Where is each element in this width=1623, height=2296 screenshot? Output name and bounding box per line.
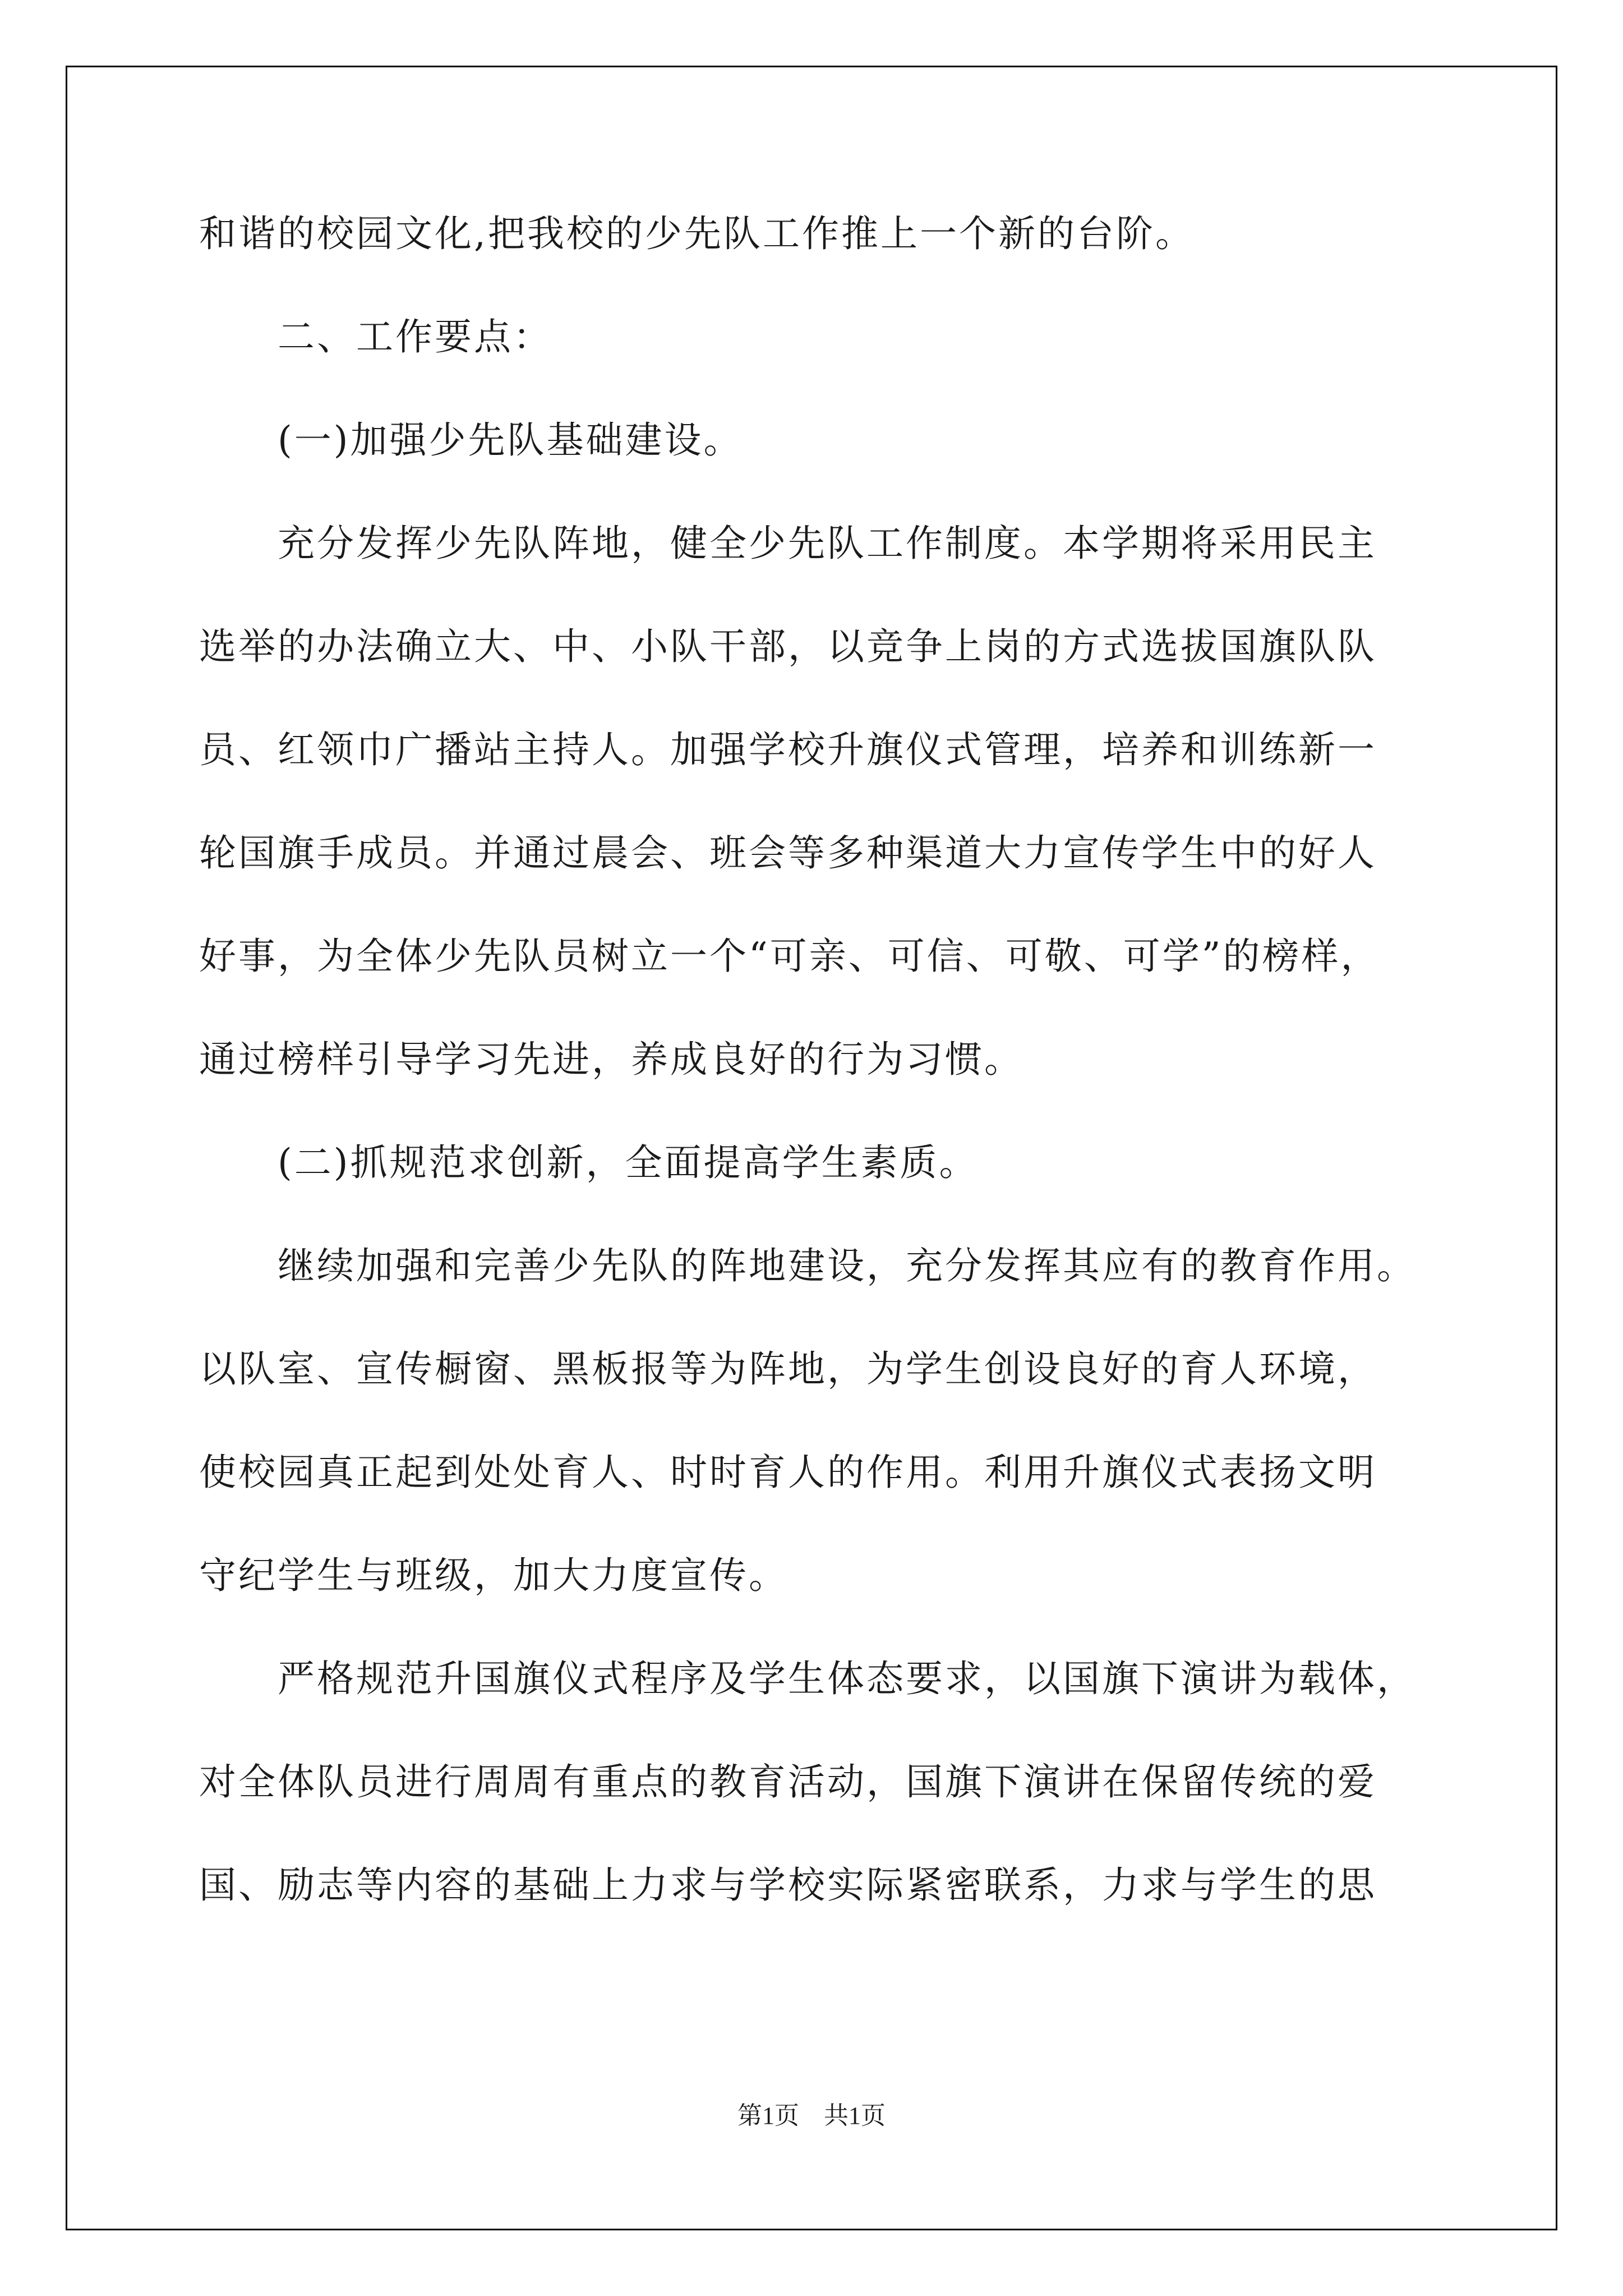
text-line: 轮国旗手成员。并通过晨会、班会等多种渠道大力宣传学生中的好人 (199, 831, 1377, 875)
text-line: 好事，为全体少先队员树立一个“可亲、可信、可敬、可学”的榜样， (199, 935, 1380, 978)
text-line: 选举的办法确立大、中、小队干部，以竞争上岗的方式选拔国旗队队 (199, 625, 1377, 668)
text-line: 通过榜样引导学习先进，养成良好的行为习惯。 (199, 1038, 1023, 1081)
text-line: 以队室、宣传橱窗、黑板报等为阵地，为学生创设良好的育人环境， (199, 1347, 1377, 1391)
text-line: (二)抓规范求创新，全面提高学生素质。 (199, 1141, 979, 1184)
text-line: 守纪学生与班级，加大力度宣传。 (199, 1554, 788, 1597)
text-line: 充分发挥少先队阵地，健全少先队工作制度。本学期将采用民主 (199, 522, 1377, 565)
text-line: 国、励志等内容的基础上力求与学校实际紧密联系，力求与学生的思 (199, 1864, 1377, 1907)
text-line: 员、红领巾广播站主持人。加强学校升旗仪式管理，培养和训练新一 (199, 728, 1377, 771)
text-line: 对全体队员进行周周有重点的教育活动，国旗下演讲在保留传统的爱 (199, 1760, 1377, 1803)
text-line: 严格规范升国旗仪式程序及学生体态要求，以国旗下演讲为载体， (199, 1657, 1416, 1700)
text-line: (一)加强少先队基础建设。 (199, 418, 743, 462)
text-line: 和谐的校园文化,把我校的少先队工作推上一个新的台阶。 (199, 212, 1195, 255)
text-line: 二、工作要点： (199, 315, 552, 358)
text-line: 继续加强和完善少先队的阵地建设，充分发挥其应有的教育作用。 (199, 1244, 1416, 1287)
text-line: 使校园真正起到处处育人、时时育人的作用。利用升旗仪式表扬文明 (199, 1451, 1377, 1494)
page-footer: 第1页 共1页 (737, 2102, 886, 2129)
